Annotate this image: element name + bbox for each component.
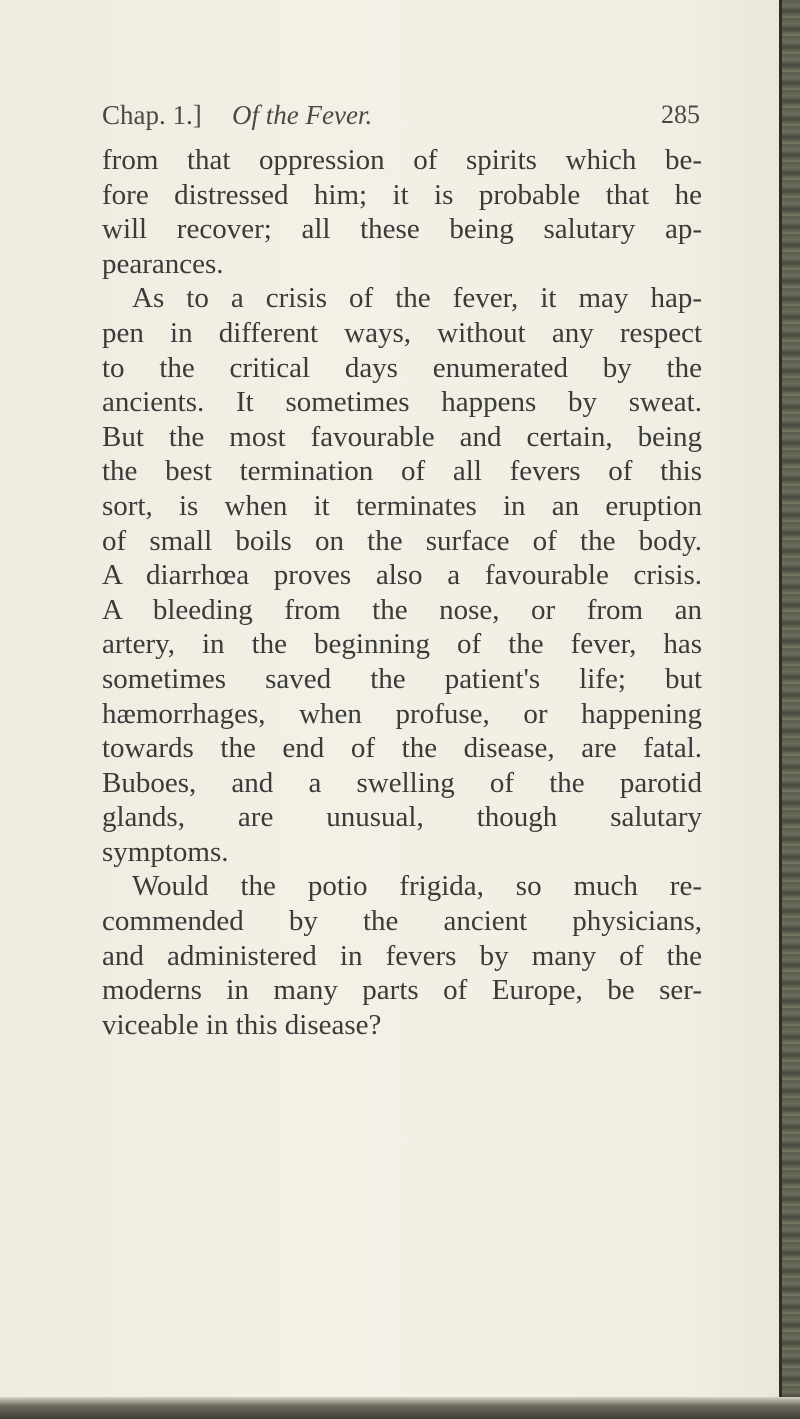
text-line: But the most favourable and certain, being: [102, 420, 702, 453]
text-line: artery, in the beginning of the fever, has: [102, 628, 702, 661]
text-line: fore distressed him; it is probable that he: [102, 178, 702, 211]
text-line: sometimes saved the patient's life; but: [102, 662, 702, 695]
text-line: pearances.: [102, 247, 224, 280]
text-line: pen in different ways, without any respect: [102, 316, 702, 349]
text-line: glands, are unusual, though salutary: [102, 801, 702, 834]
text-line: towards the end of the disease, are fatal.: [102, 732, 702, 765]
running-title: Of the Fever.: [232, 100, 373, 130]
text-line: the best termination of all fevers of this: [102, 455, 702, 488]
text-line: hæmorrhages, when profuse, or happening: [102, 697, 702, 730]
text-line: A diarrhœa proves also a favourable crisis.: [102, 559, 702, 592]
running-header: [102, 100, 700, 140]
text-line: viceable in this disease?: [102, 1008, 382, 1041]
text-line: ancients. It sometimes happens by sweat.: [102, 386, 702, 419]
text-line: sort, is when it terminates in an eruption: [102, 489, 702, 522]
text-line: commended by the ancient physicians,: [102, 905, 702, 938]
text-line: to the critical days enumerated by the: [102, 351, 702, 384]
text-line: and administered in fevers by many of the: [102, 939, 702, 972]
text-line: Would the potio frigida, so much re-: [132, 870, 702, 903]
text-line: A bleeding from the nose, or from an: [102, 593, 702, 626]
body-text: [102, 143, 702, 1042]
text-line: from that oppression of spirits which be-: [102, 144, 702, 176]
text-line: symptoms.: [102, 835, 229, 868]
text-line: of small boils on the surface of the body.: [102, 524, 702, 557]
page-number: 285: [661, 100, 700, 129]
chapter-label: Chap. 1.]: [102, 100, 202, 130]
text-line: moderns in many parts of Europe, be ser-: [102, 974, 702, 1007]
text-line: As to a crisis of the fever, it may hap-: [132, 282, 702, 315]
page-bottom-edge: [0, 1397, 800, 1419]
text-line: will recover; all these being salutary ap-: [102, 213, 702, 246]
book-spine-edge: [779, 0, 800, 1419]
text-line: Buboes, and a swelling of the parotid: [102, 766, 702, 799]
